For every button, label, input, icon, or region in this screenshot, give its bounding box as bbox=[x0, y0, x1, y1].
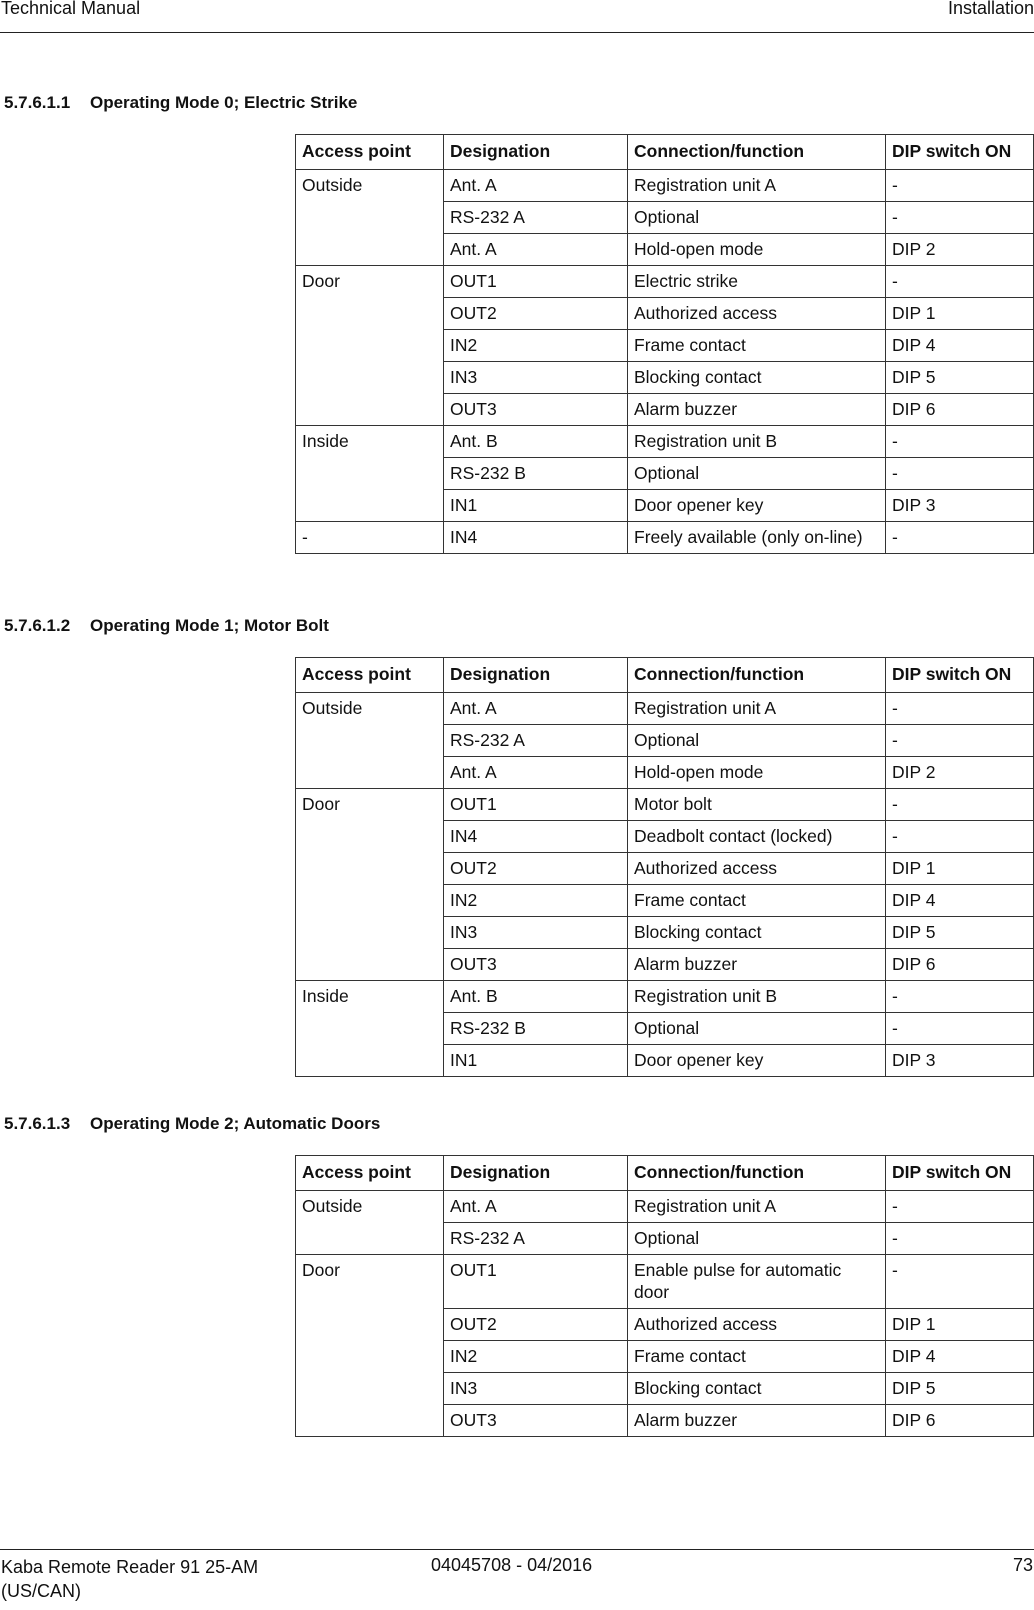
dip-switch-cell: - bbox=[886, 202, 1034, 234]
page-footer bbox=[0, 1549, 1034, 1610]
dip-switch-cell: DIP 6 bbox=[886, 949, 1034, 981]
dip-switch-cell: - bbox=[886, 693, 1034, 725]
dip-switch-cell: - bbox=[886, 266, 1034, 298]
table-row bbox=[296, 170, 1034, 202]
designation-cell: OUT1 bbox=[444, 789, 628, 821]
table-row bbox=[296, 1191, 1034, 1223]
connection-function-cell: Freely available (only on-line) bbox=[628, 522, 886, 554]
connection-function-cell: Registration unit B bbox=[628, 426, 886, 458]
designation-cell: Ant. A bbox=[444, 234, 628, 266]
designation-cell: RS-232 B bbox=[444, 458, 628, 490]
designation-cell: OUT2 bbox=[444, 298, 628, 330]
designation-cell: IN1 bbox=[444, 1045, 628, 1077]
connection-function-cell: Frame contact bbox=[628, 885, 886, 917]
dip-switch-cell: DIP 4 bbox=[886, 330, 1034, 362]
access-point-cell: Door bbox=[296, 1255, 444, 1437]
connection-function-cell: Blocking contact bbox=[628, 362, 886, 394]
designation-cell: IN2 bbox=[444, 1341, 628, 1373]
designation-cell: RS-232 A bbox=[444, 202, 628, 234]
dip-switch-cell: - bbox=[886, 426, 1034, 458]
connection-function-cell: Authorized access bbox=[628, 298, 886, 330]
header-dip-switch: DIP switch ON bbox=[886, 1156, 1034, 1191]
access-point-cell: Inside bbox=[296, 426, 444, 522]
header-access-point: Access point bbox=[296, 135, 444, 170]
designation-cell: RS-232 A bbox=[444, 1223, 628, 1255]
designation-cell: OUT3 bbox=[444, 1405, 628, 1437]
dip-switch-cell: DIP 5 bbox=[886, 917, 1034, 949]
connection-function-cell: Blocking contact bbox=[628, 1373, 886, 1405]
dip-switch-cell: DIP 6 bbox=[886, 1405, 1034, 1437]
designation-cell: Ant. A bbox=[444, 170, 628, 202]
designation-cell: Ant. A bbox=[444, 757, 628, 789]
header-dip-switch: DIP switch ON bbox=[886, 135, 1034, 170]
access-point-cell: Door bbox=[296, 266, 444, 426]
section-title-text: Operating Mode 1; Motor Bolt bbox=[90, 616, 329, 635]
dip-switch-cell: DIP 6 bbox=[886, 394, 1034, 426]
header-access-point: Access point bbox=[296, 658, 444, 693]
table-row bbox=[296, 1255, 1034, 1309]
designation-cell: Ant. B bbox=[444, 981, 628, 1013]
designation-cell: OUT1 bbox=[444, 1255, 628, 1309]
header-designation: Designation bbox=[444, 1156, 628, 1191]
connection-function-cell: Blocking contact bbox=[628, 917, 886, 949]
table-row bbox=[296, 522, 1034, 554]
table-row bbox=[296, 266, 1034, 298]
manual-title: Technical Manual bbox=[1, 0, 141, 18]
designation-cell: OUT3 bbox=[444, 949, 628, 981]
connection-function-cell: Hold-open mode bbox=[628, 757, 886, 789]
dip-switch-cell: - bbox=[886, 1013, 1034, 1045]
connection-function-cell: Registration unit A bbox=[628, 1191, 886, 1223]
access-point-cell: Outside bbox=[296, 1191, 444, 1255]
designation-cell: IN1 bbox=[444, 490, 628, 522]
designation-cell: RS-232 B bbox=[444, 1013, 628, 1045]
connection-function-cell: Hold-open mode bbox=[628, 234, 886, 266]
designation-cell: OUT3 bbox=[444, 394, 628, 426]
mode-0-table bbox=[295, 134, 1034, 554]
header-designation: Designation bbox=[444, 658, 628, 693]
connection-function-cell: Registration unit A bbox=[628, 170, 886, 202]
connection-function-cell: Optional bbox=[628, 725, 886, 757]
dip-switch-cell: - bbox=[886, 170, 1034, 202]
designation-cell: IN2 bbox=[444, 330, 628, 362]
designation-cell: IN4 bbox=[444, 522, 628, 554]
table-row bbox=[296, 693, 1034, 725]
dip-switch-cell: DIP 4 bbox=[886, 885, 1034, 917]
table-header-row bbox=[296, 135, 1034, 170]
section-number: 5.7.6.1.1 bbox=[4, 93, 71, 112]
designation-cell: Ant. A bbox=[444, 1191, 628, 1223]
designation-cell: IN2 bbox=[444, 885, 628, 917]
designation-cell: IN3 bbox=[444, 362, 628, 394]
dip-switch-cell: - bbox=[886, 789, 1034, 821]
dip-switch-cell: DIP 1 bbox=[886, 1309, 1034, 1341]
dip-switch-cell: DIP 1 bbox=[886, 298, 1034, 330]
access-point-cell: Outside bbox=[296, 693, 444, 789]
connection-function-cell: Door opener key bbox=[628, 1045, 886, 1077]
dip-switch-cell: - bbox=[886, 1223, 1034, 1255]
header-connection-function: Connection/function bbox=[628, 1156, 886, 1191]
dip-switch-cell: DIP 3 bbox=[886, 1045, 1034, 1077]
connection-function-cell: Deadbolt contact (locked) bbox=[628, 821, 886, 853]
dip-switch-cell: DIP 5 bbox=[886, 362, 1034, 394]
header-dip-switch: DIP switch ON bbox=[886, 658, 1034, 693]
connection-function-cell: Optional bbox=[628, 202, 886, 234]
header-connection-function: Connection/function bbox=[628, 135, 886, 170]
connection-function-cell: Frame contact bbox=[628, 1341, 886, 1373]
connection-function-cell: Alarm buzzer bbox=[628, 949, 886, 981]
document-number: 04045708 - 04/2016 bbox=[431, 1555, 593, 1575]
connection-function-cell: Optional bbox=[628, 458, 886, 490]
dip-switch-cell: - bbox=[886, 458, 1034, 490]
access-point-cell: - bbox=[296, 522, 444, 554]
access-point-cell: Outside bbox=[296, 170, 444, 266]
connection-function-cell: Alarm buzzer bbox=[628, 394, 886, 426]
connection-function-cell: Door opener key bbox=[628, 490, 886, 522]
table-row bbox=[296, 789, 1034, 821]
header-designation: Designation bbox=[444, 135, 628, 170]
page-header bbox=[0, 0, 1034, 33]
designation-cell: OUT2 bbox=[444, 853, 628, 885]
product-name: Kaba Remote Reader 91 25-AM (US/CAN) bbox=[1, 1557, 259, 1601]
section-title-text: Operating Mode 2; Automatic Doors bbox=[90, 1114, 381, 1133]
section-heading bbox=[4, 616, 329, 636]
mode-2-table bbox=[295, 1155, 1034, 1437]
section-number: 5.7.6.1.2 bbox=[4, 616, 71, 635]
designation-cell: Ant. A bbox=[444, 693, 628, 725]
connection-function-cell: Registration unit B bbox=[628, 981, 886, 1013]
access-point-cell: Door bbox=[296, 789, 444, 981]
designation-cell: IN4 bbox=[444, 821, 628, 853]
dip-switch-cell: DIP 2 bbox=[886, 757, 1034, 789]
dip-switch-cell: DIP 4 bbox=[886, 1341, 1034, 1373]
dip-switch-cell: - bbox=[886, 821, 1034, 853]
table-header-row bbox=[296, 1156, 1034, 1191]
dip-switch-cell: DIP 5 bbox=[886, 1373, 1034, 1405]
designation-cell: IN3 bbox=[444, 1373, 628, 1405]
table-row bbox=[296, 426, 1034, 458]
designation-cell: OUT2 bbox=[444, 1309, 628, 1341]
connection-function-cell: Optional bbox=[628, 1223, 886, 1255]
connection-function-cell: Authorized access bbox=[628, 1309, 886, 1341]
dip-switch-cell: - bbox=[886, 522, 1034, 554]
page-number: 73 bbox=[1012, 1555, 1033, 1575]
connection-function-cell: Motor bolt bbox=[628, 789, 886, 821]
access-point-cell: Inside bbox=[296, 981, 444, 1077]
connection-function-cell: Authorized access bbox=[628, 853, 886, 885]
mode-1-table bbox=[295, 657, 1034, 1077]
dip-switch-cell: DIP 3 bbox=[886, 490, 1034, 522]
dip-switch-cell: - bbox=[886, 981, 1034, 1013]
section-heading bbox=[4, 1114, 380, 1134]
dip-switch-cell: DIP 2 bbox=[886, 234, 1034, 266]
header-connection-function: Connection/function bbox=[628, 658, 886, 693]
section-number: 5.7.6.1.3 bbox=[4, 1114, 71, 1133]
section-title-text: Operating Mode 0; Electric Strike bbox=[90, 93, 358, 112]
dip-switch-cell: - bbox=[886, 1255, 1034, 1309]
chapter-title: Installation bbox=[947, 0, 1034, 18]
designation-cell: OUT1 bbox=[444, 266, 628, 298]
designation-cell: Ant. B bbox=[444, 426, 628, 458]
dip-switch-cell: DIP 1 bbox=[886, 853, 1034, 885]
designation-cell: IN3 bbox=[444, 917, 628, 949]
connection-function-cell: Registration unit A bbox=[628, 693, 886, 725]
connection-function-cell: Electric strike bbox=[628, 266, 886, 298]
connection-function-cell: Frame contact bbox=[628, 330, 886, 362]
connection-function-cell: Alarm buzzer bbox=[628, 1405, 886, 1437]
header-access-point: Access point bbox=[296, 1156, 444, 1191]
dip-switch-cell: - bbox=[886, 1191, 1034, 1223]
table-header-row bbox=[296, 658, 1034, 693]
table-row bbox=[296, 981, 1034, 1013]
connection-function-cell: Optional bbox=[628, 1013, 886, 1045]
connection-function-cell: Enable pulse for automatic door bbox=[628, 1255, 886, 1309]
designation-cell: RS-232 A bbox=[444, 725, 628, 757]
section-heading bbox=[4, 93, 357, 113]
dip-switch-cell: - bbox=[886, 725, 1034, 757]
